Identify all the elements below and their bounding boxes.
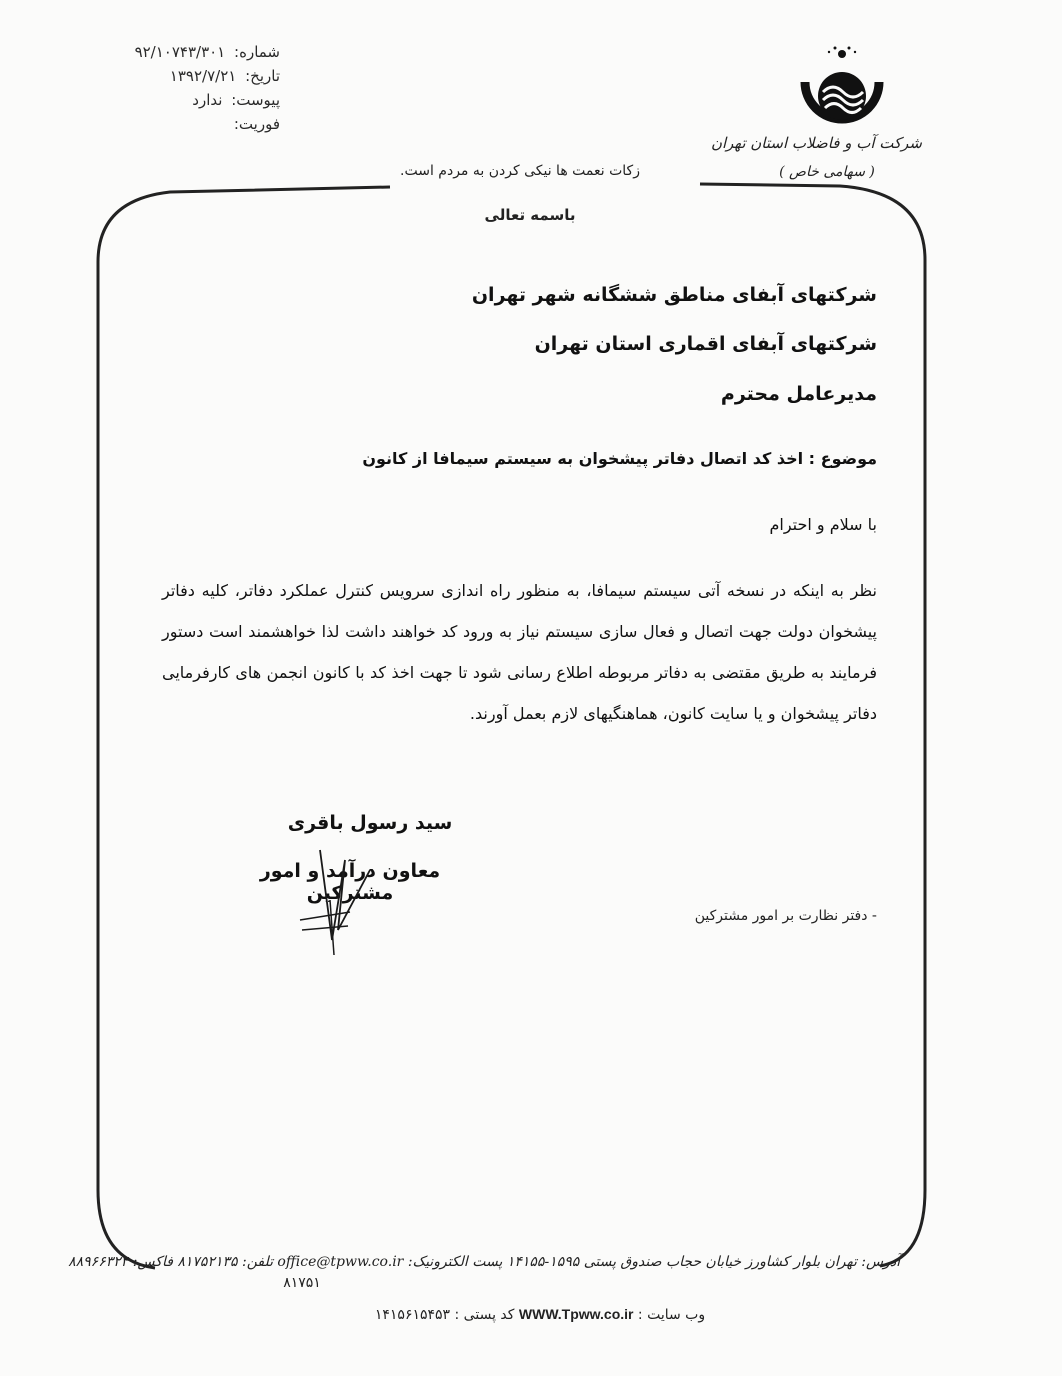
website-url: WWW.Tpww.co.ir xyxy=(518,1306,634,1322)
postal-label: کد پستی : xyxy=(454,1307,515,1323)
company-name: شرکت آب و فاضلاب استان تهران xyxy=(710,134,922,152)
letter-greeting: با سلام و احترام xyxy=(769,515,877,534)
meta-number xyxy=(120,40,280,64)
recipient-line-3: مدیرعامل محترم xyxy=(720,383,877,405)
recipient-line-2: شرکتهای آبفای اقماری استان تهران xyxy=(534,333,877,355)
company-type: ( سهامی خاص ) xyxy=(779,164,875,180)
meta-urgency xyxy=(120,112,280,136)
date-label: تاریخ: xyxy=(245,67,280,85)
letter-subject: موضوع : اخذ کد اتصال دفاتر پیشخوان به سیستم سیمافا از کانون xyxy=(362,449,877,468)
meta-date xyxy=(120,64,280,88)
company-logo-icon xyxy=(797,42,887,132)
handwritten-signature-icon xyxy=(290,840,390,960)
attachment-value: ندارد xyxy=(192,91,223,109)
footer-address: آدرس: تهران بلوار کشاورز خیابان حجاب صندوق پستی ۱۵۹۵-۱۴۱۵۵ پست الکترونیک: office@tpww.co.ir تلفن: ۸۱۷۵۲۱۳۵ فاکس: ۸۸۹۶۶۳۲۴ xyxy=(68,1254,900,1270)
letter-motto: زکات نعمت ها نیکی کردن به مردم است. xyxy=(400,163,640,179)
carbon-copy: - دفتر نظارت بر امور مشترکین xyxy=(694,908,877,924)
footer-website xyxy=(340,1306,740,1323)
date-value: ۱۳۹۲/۷/۲۱ xyxy=(169,67,237,85)
signer-name: سید رسول باقری xyxy=(287,812,453,834)
letter-body: نظر به اینکه در نسخه آتی سیستم سیمافا، به منظور راه اندازی سرویس کنترل عملکرد دفاتر، کلیه دفاتر پیشخوان دولت جهت اتصال و فعال سازی سیستم نیاز به ورود کد خواهند داشت لذا خواهشمند است دستور فرمایند به طریق مقتضی به دفاتر مربوطه اطلاع رسانی شود تا جهت اخذ کد با کانون انجمن های کارفرمایی دفاتر پیشخوان و یا سایت کانون، هماهنگیهای لازم بعمل آورند. xyxy=(162,581,877,723)
number-value: ۹۲/۱۰۷۴۳/۳۰۱ xyxy=(134,43,226,61)
attachment-label: پیوست: xyxy=(231,91,280,109)
footer-extra-number: ۸۱۷۵۱ xyxy=(283,1275,321,1291)
recipient-line-1: شرکتهای آبفای مناطق ششگانه شهر تهران xyxy=(471,284,877,306)
urgency-label: فوریت: xyxy=(233,115,280,133)
number-label: شماره: xyxy=(234,43,280,61)
letter-meta xyxy=(120,40,280,136)
postal-value: ۱۴۱۵۶۱۵۴۵۳ xyxy=(374,1307,451,1323)
meta-attachment xyxy=(120,88,280,112)
basmala: باسمه تعالی xyxy=(484,206,576,224)
signer-title: معاون درآمد و امور مشترکین xyxy=(259,860,441,904)
website-label: وب سایت : xyxy=(637,1307,706,1323)
